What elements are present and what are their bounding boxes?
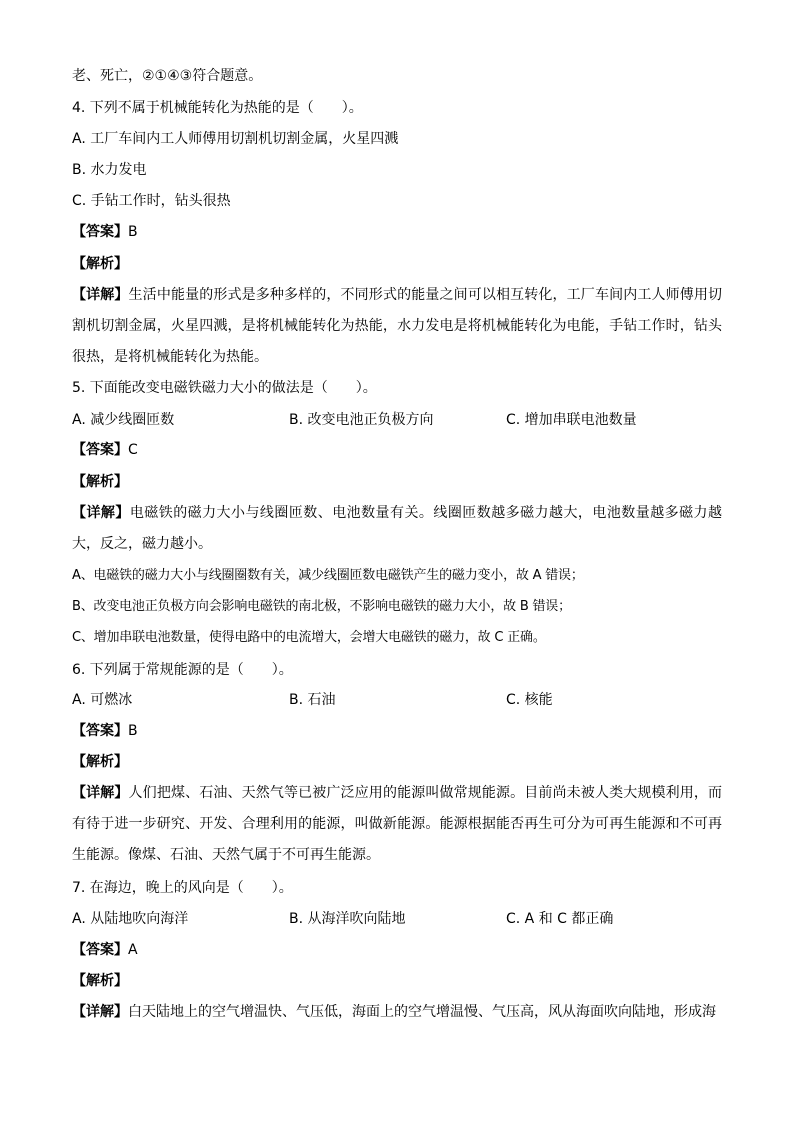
question-4-option-a: A. 工厂车间内工人师傅用切割机切割金属，火星四溅 xyxy=(72,131,399,147)
question-5-analysis-label: 【解析】 xyxy=(72,474,128,490)
question-6-stem: 6. 下列属于常规能源的是（ ）。 xyxy=(72,662,293,678)
question-6-option-a: A. 可燃冰 xyxy=(72,692,133,708)
detail-text: 人们把煤、石油、天然气等已被广泛应用的能源叫做常规能源。目前尚未被人类大规模利用，而有待于进一步研究、开发、合理利用的能源，叫做新能源。能源根据能否再生可分为可再生能源和不可再生能源。像煤、石油、天然气属于不可再生能源。 xyxy=(72,785,723,864)
question-5-option-b: B. 改变电池正负极方向 xyxy=(289,412,434,428)
answer-value: B xyxy=(128,723,138,739)
question-4-analysis-label: 【解析】 xyxy=(72,256,128,272)
question-7-analysis-label: 【解析】 xyxy=(72,973,128,989)
question-4-option-b: B. 水力发电 xyxy=(72,162,147,178)
question-5-option-c: C. 增加串联电池数量 xyxy=(506,412,637,428)
detail-text: 电磁铁的磁力大小与线圈匝数、电池数量有关。线圈匝数越多磁力越大，电池数量越多磁力越大，反之，磁力越小。 xyxy=(72,505,723,553)
question-4-detail xyxy=(72,280,722,374)
answer-label: 【答案】 xyxy=(72,442,128,458)
detail-label: 【详解】 xyxy=(72,785,129,801)
question-4-answer xyxy=(72,222,138,242)
question-7-option-c: C. A 和 C 都正确 xyxy=(506,911,614,927)
question-6-analysis-label: 【解析】 xyxy=(72,754,128,770)
question-6-option-b: B. 石油 xyxy=(289,692,336,708)
question-4-option-c: C. 手钻工作时，钻头很热 xyxy=(72,193,231,209)
answer-value: A xyxy=(128,942,138,958)
answer-value: B xyxy=(128,224,138,240)
question-7-option-a: A. 从陆地吹向海洋 xyxy=(72,911,189,927)
question-5-detail xyxy=(72,498,722,560)
detail-label: 【详解】 xyxy=(72,287,129,303)
question-6-answer xyxy=(72,721,138,741)
question-5-option-a: A. 减少线圈匝数 xyxy=(72,412,175,428)
question-6-option-c: C. 核能 xyxy=(506,692,553,708)
question-6-detail xyxy=(72,778,722,872)
question-5-answer xyxy=(72,440,138,460)
answer-value: C xyxy=(128,442,138,458)
detail-label: 【详解】 xyxy=(72,505,130,521)
continuation-line: 老、死亡，②①④③符合题意。 xyxy=(72,68,263,84)
question-5-note-c: C、增加串联电池数量，使得电路中的电流增大，会增大电磁铁的磁力，故 C 正确。 xyxy=(72,630,546,645)
detail-text: 白天陆地上的空气增温快、气压低，海面上的空气增温慢、气压高，风从海面吹向陆地，形成海 xyxy=(128,1004,716,1020)
answer-label: 【答案】 xyxy=(72,723,128,739)
question-7-detail xyxy=(72,1002,722,1022)
question-5-stem: 5. 下面能改变电磁铁磁力大小的做法是（ ）。 xyxy=(72,380,377,396)
detail-label: 【详解】 xyxy=(72,1004,128,1020)
question-5-note-b: B、改变电池正负极方向会影响电磁铁的南北极，不影响电磁铁的磁力大小，故 B 错误； xyxy=(72,599,571,614)
question-7-stem: 7. 在海边，晚上的风向是（ ）。 xyxy=(72,880,293,896)
answer-label: 【答案】 xyxy=(72,942,128,958)
answer-label: 【答案】 xyxy=(72,224,128,240)
question-5-note-a: A、电磁铁的磁力大小与线圈圈数有关，减少线圈匝数电磁铁产生的磁力变小，故 A 错误； xyxy=(72,568,584,583)
detail-text: 生活中能量的形式是多种多样的，不同形式的能量之间可以相互转化，工厂车间内工人师傅用切割机切割金属，火星四溅，是将机械能转化为热能，水力发电是将机械能转化为电能，手钻工作时，钻头很热，是将机械能转化为热能。 xyxy=(72,287,723,366)
question-4-stem: 4. 下列不属于机械能转化为热能的是（ ）。 xyxy=(72,100,363,116)
question-7-answer xyxy=(72,940,138,960)
question-7-option-b: B. 从海洋吹向陆地 xyxy=(289,911,406,927)
